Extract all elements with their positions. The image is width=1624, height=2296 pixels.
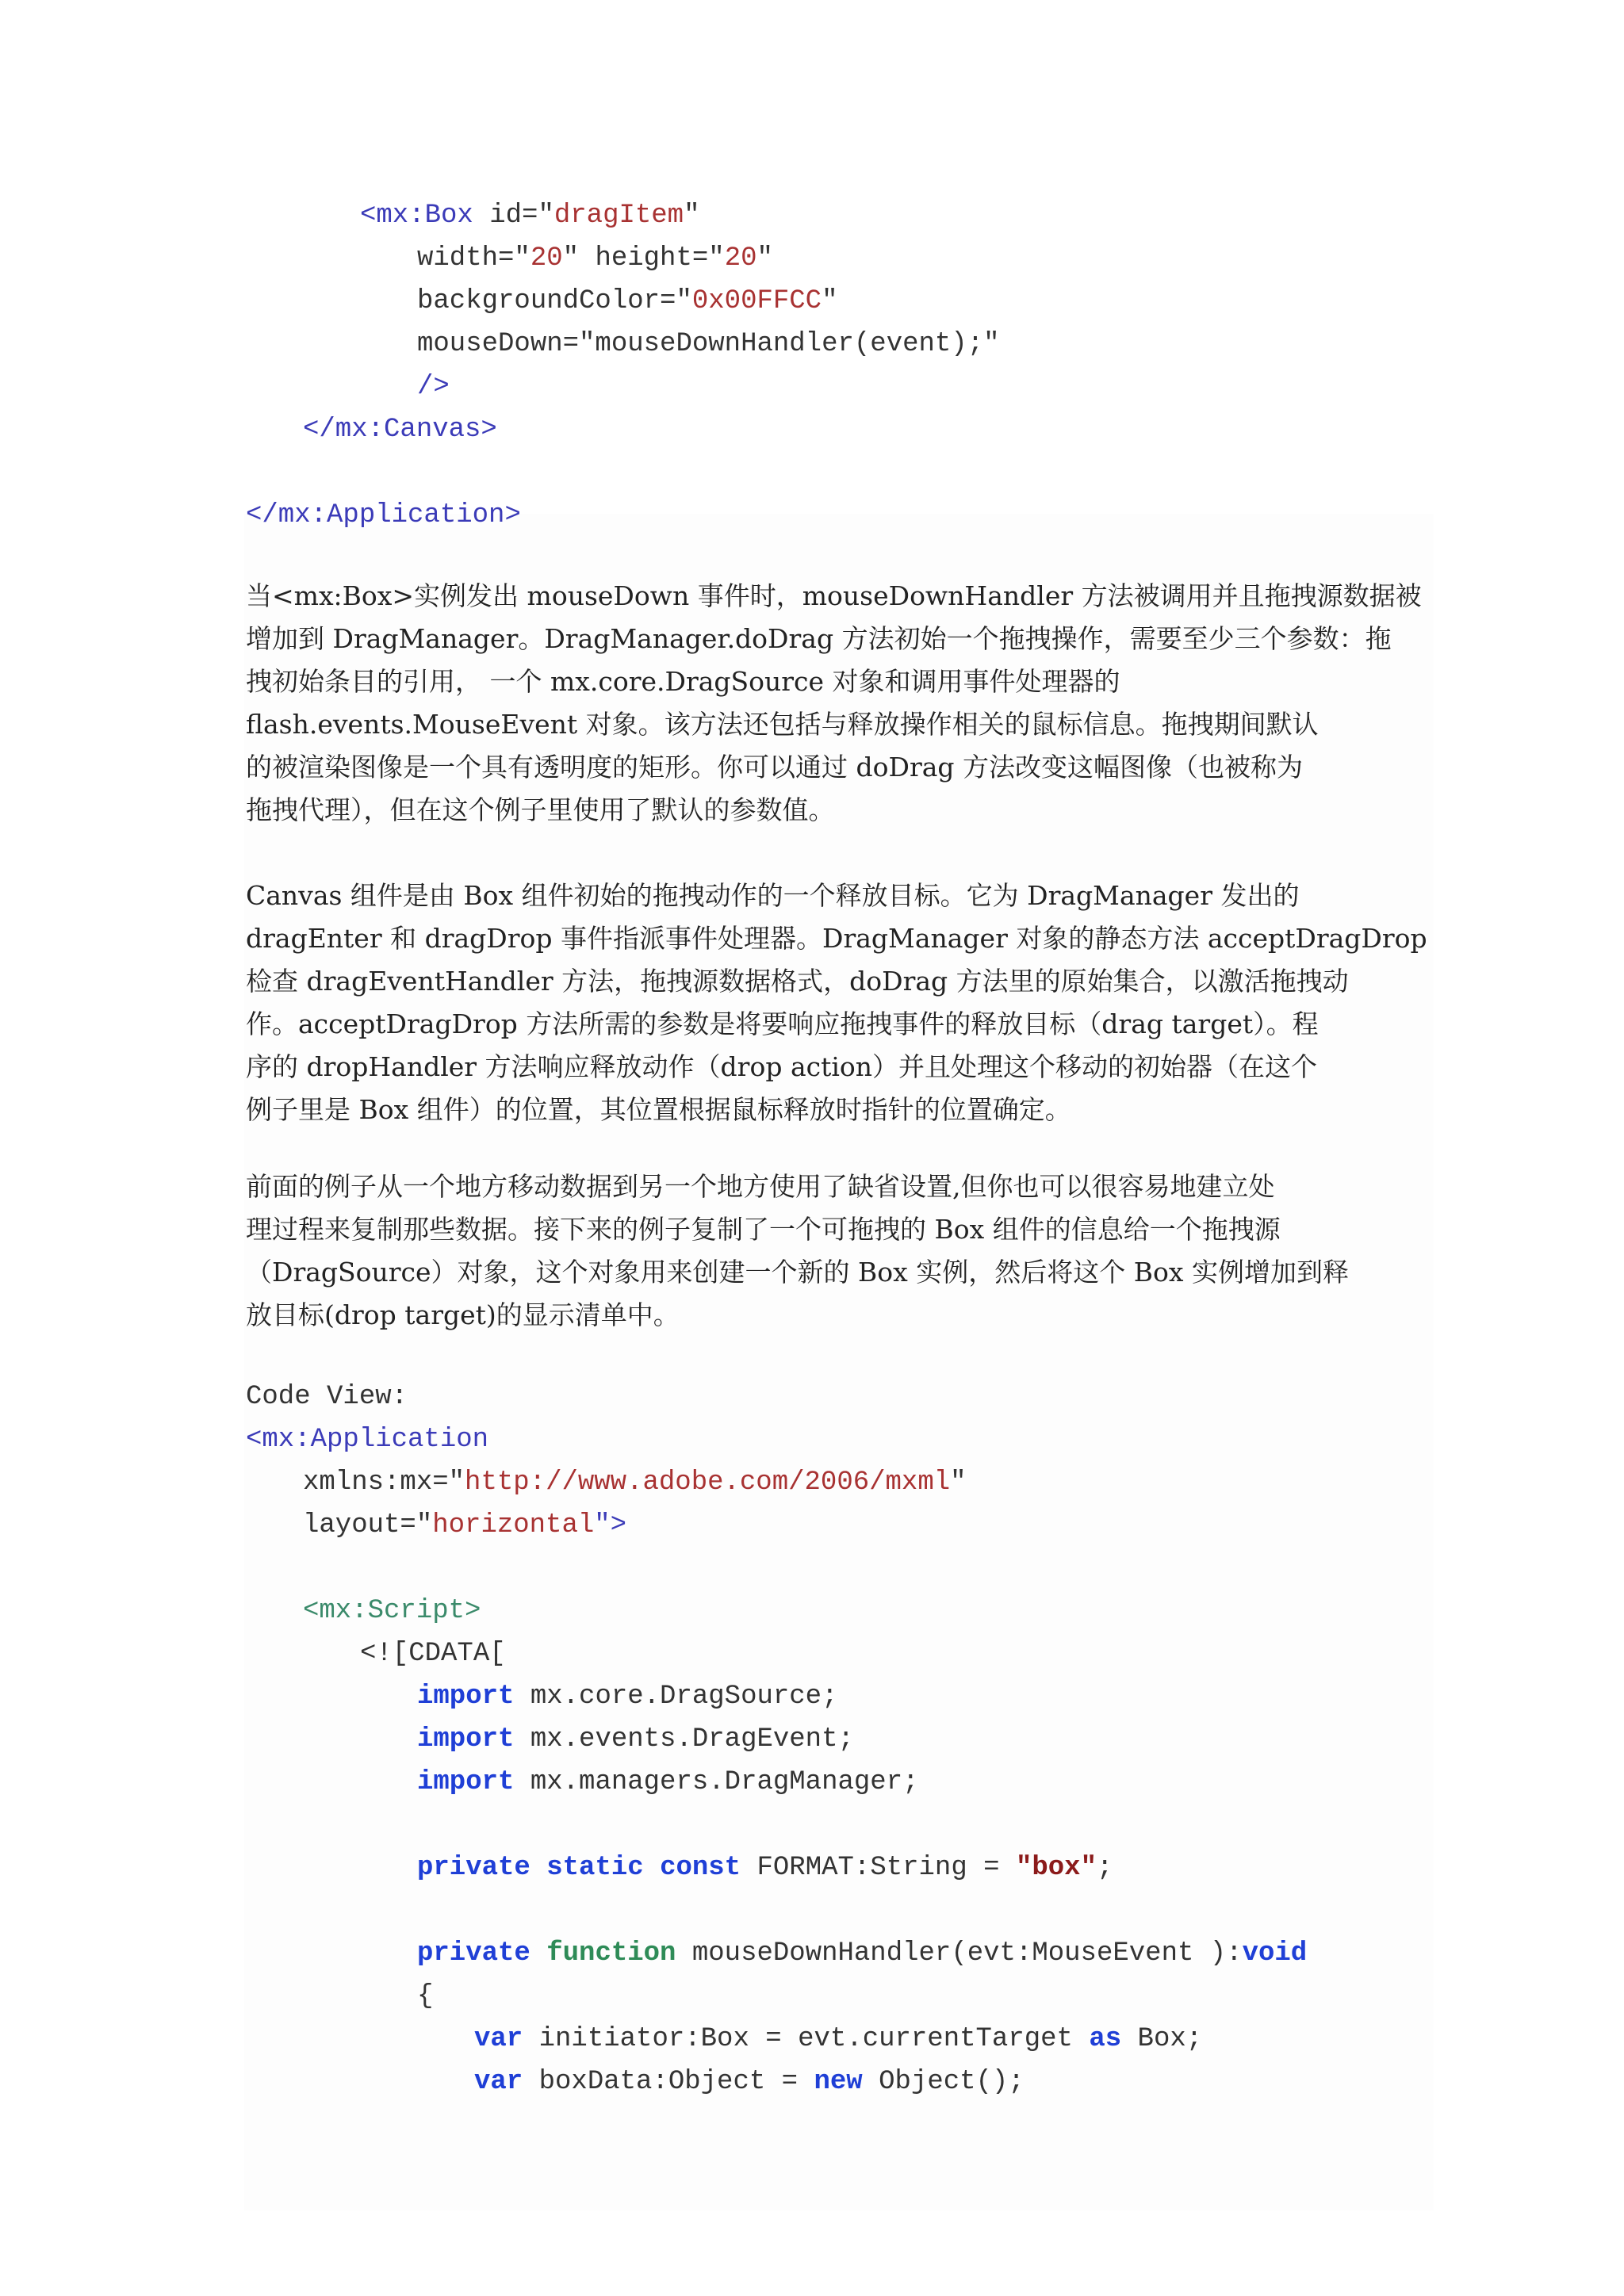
code-token: 20 bbox=[724, 243, 757, 274]
code-token: <mx:Box bbox=[360, 201, 473, 231]
code-token: Code View: bbox=[246, 1382, 408, 1412]
code-keyword: as bbox=[1089, 2024, 1122, 2054]
code-token: 20 bbox=[530, 243, 563, 274]
paragraph-line: dragEnter 和 dragDrop 事件指派事件处理器。DragManager 对象的静态方法 acceptDragDrop bbox=[246, 923, 1427, 954]
code-line bbox=[417, 1846, 1113, 1889]
code-line bbox=[474, 2061, 1025, 2103]
code-token: <![CDATA[ bbox=[360, 1639, 506, 1669]
code-token: xmlns:mx=" bbox=[303, 1468, 465, 1498]
code-line bbox=[246, 1418, 488, 1461]
code-keyword: "box" bbox=[1015, 1853, 1097, 1883]
code-token bbox=[644, 1853, 660, 1883]
paragraph-line: 拖拽代理），但在这个例子里使用了默认的参数值。 bbox=[246, 794, 835, 825]
code-keyword: private bbox=[417, 1853, 530, 1883]
code-token: horizontal bbox=[432, 1510, 595, 1540]
code-token: <mx:Script> bbox=[303, 1596, 481, 1626]
code-token: mx.core.DragSource; bbox=[514, 1682, 838, 1712]
paragraph-line: 当<mx:Box>实例发出 mouseDown 事件时，mouseDownHandler 方法被调用并且拖拽源数据被 bbox=[246, 580, 1422, 611]
code-token: " bbox=[950, 1468, 967, 1498]
code-token: width=" bbox=[417, 243, 530, 274]
code-line bbox=[246, 494, 521, 537]
paragraph-line: 前面的例子从一个地方移动数据到另一个地方使用了缺省设置,但你也可以很容易地建立处 bbox=[246, 1171, 1275, 1202]
code-keyword: private bbox=[417, 1938, 530, 1969]
code-line bbox=[417, 1761, 919, 1804]
code-line bbox=[474, 2018, 1202, 2061]
paragraph-line: 序的 dropHandler 方法响应释放动作（drop action）并且处理这个移动的初始器（在这个 bbox=[246, 1051, 1318, 1082]
code-line bbox=[417, 365, 450, 408]
code-keyword: var bbox=[474, 2024, 523, 2054]
paragraph-line: flash.events.MouseEvent 对象。该方法还包括与释放操作相关的鼠标信息。拖拽期间默认 bbox=[246, 709, 1319, 740]
code-token: mx.events.DragEvent; bbox=[514, 1724, 854, 1755]
code-line bbox=[303, 1590, 481, 1632]
paragraph-line: 检查 dragEventHandler 方法，拖拽源数据格式，doDrag 方法里的原始集合，以激活拖拽动 bbox=[246, 966, 1349, 997]
paragraph-3 bbox=[246, 1165, 1380, 1337]
code-keyword: import bbox=[417, 1767, 515, 1797]
paragraph-line: 拽初始条目的引用， 一个 mx.core.DragSource 对象和调用事件处理器的 bbox=[246, 666, 1120, 697]
code-keyword: new bbox=[814, 2067, 863, 2097]
code-token: boxData:Object = bbox=[523, 2067, 814, 2097]
paragraph-1 bbox=[246, 575, 1422, 832]
code-line bbox=[417, 280, 838, 323]
code-token bbox=[530, 1853, 546, 1883]
code-token: mouseDownHandler(evt:MouseEvent ): bbox=[676, 1938, 1243, 1969]
code-token: " bbox=[822, 286, 838, 316]
code-token: 0x00FFCC bbox=[691, 286, 822, 316]
paragraph-line: 的被渲染图像是一个具有透明度的矩形。你可以通过 doDrag 方法改变这幅图像（也被称为 bbox=[246, 752, 1304, 783]
code-keyword: var bbox=[474, 2067, 523, 2097]
code-line bbox=[417, 1718, 854, 1761]
code-token: ; bbox=[1096, 1853, 1113, 1883]
code-token: mx.managers.DragManager; bbox=[514, 1767, 919, 1797]
code-keyword: void bbox=[1242, 1938, 1308, 1969]
code-token: </mx:Application> bbox=[246, 500, 521, 530]
paragraph-line: 例子里是 Box 组件）的位置，其位置根据鼠标释放时指针的位置确定。 bbox=[246, 1094, 1071, 1125]
code-token: "> bbox=[594, 1510, 627, 1540]
code-token: id=" bbox=[473, 201, 554, 231]
paragraph-line: 理过程来复制那些数据。接下来的例子复制了一个可拖拽的 Box 组件的信息给一个拖拽源 bbox=[246, 1214, 1281, 1245]
code-token: </mx:Canvas> bbox=[303, 415, 497, 445]
code-line bbox=[303, 408, 497, 451]
paragraph-line: （DragSource）对象，这个对象用来创建一个新的 Box 实例，然后将这个 Box 实例增加到释 bbox=[246, 1257, 1349, 1288]
code-keyword: import bbox=[417, 1724, 515, 1755]
paragraph-line: 放目标(drop target)的显示清单中。 bbox=[246, 1299, 680, 1330]
code-token: mouseDown="mouseDownHandler(event);" bbox=[417, 329, 1000, 359]
code-token: " height=" bbox=[562, 243, 725, 274]
code-line bbox=[417, 237, 773, 280]
code-token: { bbox=[417, 1981, 434, 2011]
code-token: initiator:Box = evt.currentTarget bbox=[523, 2024, 1090, 2054]
code-token: backgroundColor=" bbox=[417, 286, 692, 316]
code-token: dragItem bbox=[553, 201, 684, 231]
code-line bbox=[360, 194, 700, 237]
code-keyword: const bbox=[660, 1853, 741, 1883]
code-line bbox=[417, 1675, 838, 1718]
code-token: http://www.adobe.com/2006/mxml bbox=[465, 1468, 951, 1498]
code-line bbox=[303, 1504, 626, 1547]
code-line bbox=[417, 1932, 1307, 1975]
code-token: Object(); bbox=[862, 2067, 1025, 2097]
code-token: FORMAT:String = bbox=[741, 1853, 1016, 1883]
paragraph-line: Canvas 组件是由 Box 组件初始的拖拽动作的一个释放目标。它为 DragManager 发出的 bbox=[246, 880, 1300, 911]
paragraph-line: 作。acceptDragDrop 方法所需的参数是将要响应拖拽事件的释放目标（drag target）。程 bbox=[246, 1008, 1319, 1039]
paragraph-line: 增加到 DragManager。DragManager.doDrag 方法初始一个拖拽操作，需要至少三个参数：拖 bbox=[246, 623, 1392, 654]
code-line bbox=[417, 323, 1000, 365]
code-keyword: import bbox=[417, 1682, 515, 1712]
paragraph-2 bbox=[246, 874, 1427, 1131]
code-token: " bbox=[756, 243, 773, 274]
code-token: " bbox=[684, 201, 700, 231]
code-token: layout=" bbox=[303, 1510, 433, 1540]
code-token: /> bbox=[417, 372, 450, 402]
code-line bbox=[360, 1632, 506, 1675]
code-line bbox=[246, 1376, 408, 1418]
code-keyword: function bbox=[546, 1938, 676, 1969]
code-token: Box; bbox=[1121, 2024, 1203, 2054]
code-keyword: static bbox=[546, 1853, 644, 1883]
code-line bbox=[303, 1461, 967, 1504]
code-token: <mx:Application bbox=[246, 1425, 489, 1455]
code-token bbox=[530, 1938, 546, 1969]
code-line bbox=[417, 1975, 433, 2018]
